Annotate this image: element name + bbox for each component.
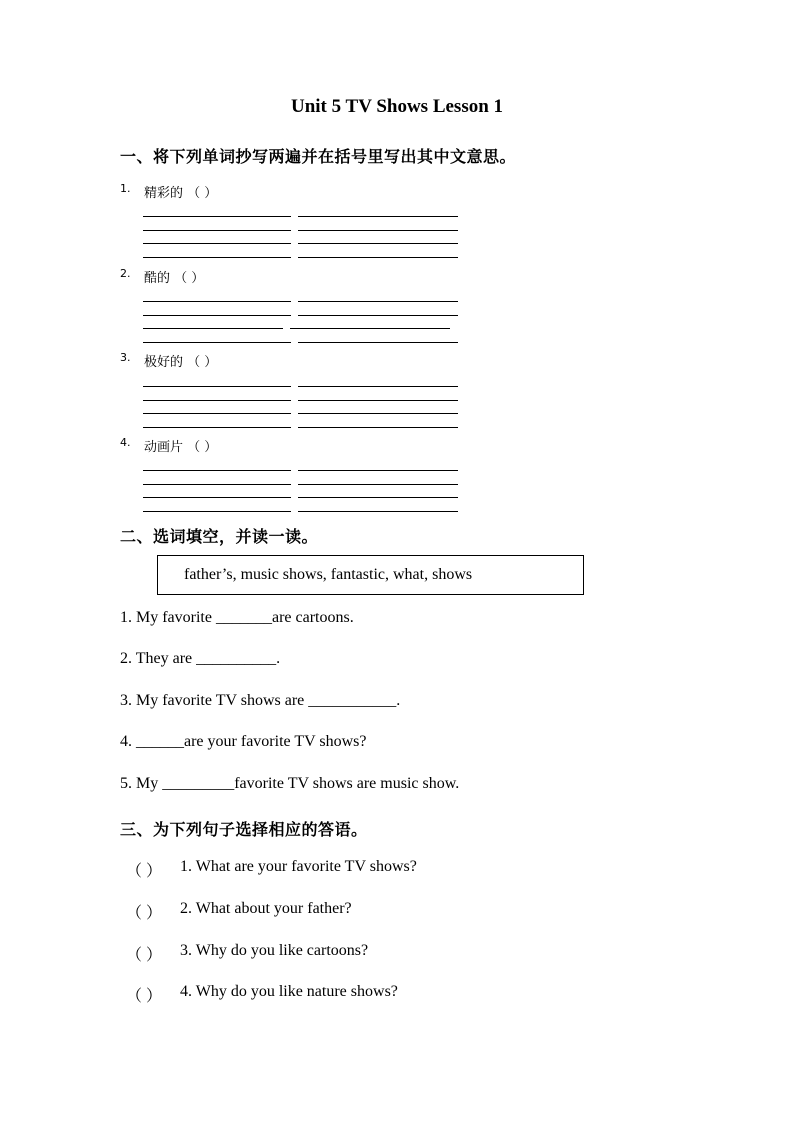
- copy-line[interactable]: [298, 427, 458, 428]
- copy-line[interactable]: [143, 315, 291, 316]
- copy-line[interactable]: [298, 230, 458, 231]
- answer-blank[interactable]: （ ）: [126, 947, 163, 964]
- item-label: 动画片 （ ）: [144, 440, 218, 455]
- copy-line[interactable]: [143, 230, 291, 231]
- copy-line[interactable]: [143, 386, 291, 387]
- fill-sentence-2: 2. They are __________.: [120, 650, 281, 667]
- choice-question-2: [126, 900, 546, 922]
- choice-question-3: [126, 942, 546, 964]
- answer-blank[interactable]: （ ）: [126, 905, 163, 922]
- question-text: 1. What are your favorite TV shows?: [180, 858, 417, 875]
- answer-blank[interactable]: （ ）: [126, 988, 163, 1005]
- copy-line[interactable]: [143, 342, 291, 343]
- section-2-heading: 二、选词填空，并读一读。: [120, 527, 319, 546]
- copy-line[interactable]: [298, 342, 458, 343]
- copy-line[interactable]: [298, 400, 458, 401]
- item-number: 3.: [120, 351, 131, 364]
- fill-sentence-5: 5. My _________favorite TV shows are music show.: [120, 775, 460, 792]
- item-label: 精彩的 （ ）: [144, 186, 218, 201]
- item-number: 2.: [120, 267, 131, 280]
- copy-line[interactable]: [143, 243, 291, 244]
- copy-line[interactable]: [298, 301, 458, 302]
- question-text: 2. What about your father?: [180, 900, 352, 917]
- copy-line[interactable]: [143, 427, 291, 428]
- copy-line[interactable]: [298, 511, 458, 512]
- copy-line[interactable]: [143, 511, 291, 512]
- copy-line[interactable]: [298, 243, 458, 244]
- question-text: 4. Why do you like nature shows?: [180, 983, 398, 1000]
- item-label: 酷的 （ ）: [144, 271, 205, 286]
- copy-line[interactable]: [143, 328, 283, 329]
- item-number: 4.: [120, 436, 131, 449]
- copy-line[interactable]: [143, 413, 291, 414]
- copy-line[interactable]: [298, 484, 458, 485]
- copy-line[interactable]: [143, 216, 291, 217]
- page-title: Unit 5 TV Shows Lesson 1: [290, 96, 504, 117]
- copy-line[interactable]: [298, 315, 458, 316]
- copy-line[interactable]: [143, 484, 291, 485]
- copy-line[interactable]: [298, 386, 458, 387]
- copy-line[interactable]: [298, 497, 458, 498]
- copy-line[interactable]: [143, 257, 291, 258]
- copy-line[interactable]: [290, 328, 450, 329]
- copy-line[interactable]: [298, 257, 458, 258]
- copy-line[interactable]: [143, 497, 291, 498]
- item-number: 1.: [120, 182, 131, 195]
- fill-sentence-4: 4. ______are your favorite TV shows?: [120, 733, 367, 750]
- section-1-heading: 一、将下列单词抄写两遍并在括号里写出其中文意思。: [120, 147, 517, 166]
- answer-blank[interactable]: （ ）: [126, 863, 163, 880]
- copy-line[interactable]: [298, 470, 458, 471]
- question-text: 3. Why do you like cartoons?: [180, 942, 369, 959]
- choice-question-4: [126, 983, 546, 1005]
- copy-line[interactable]: [143, 301, 291, 302]
- copy-line[interactable]: [143, 470, 291, 471]
- fill-sentence-3: 3. My favorite TV shows are ___________.: [120, 692, 401, 709]
- choice-question-1: [126, 858, 546, 880]
- copy-line[interactable]: [298, 413, 458, 414]
- copy-line[interactable]: [298, 216, 458, 217]
- fill-sentence-1: 1. My favorite _______are cartoons.: [120, 609, 354, 626]
- word-bank-text: father’s, music shows, fantastic, what, shows: [184, 566, 473, 583]
- section-3-heading: 三、为下列句子选择相应的答语。: [120, 820, 368, 839]
- copy-line[interactable]: [143, 400, 291, 401]
- item-label: 极好的 （ ）: [144, 355, 218, 370]
